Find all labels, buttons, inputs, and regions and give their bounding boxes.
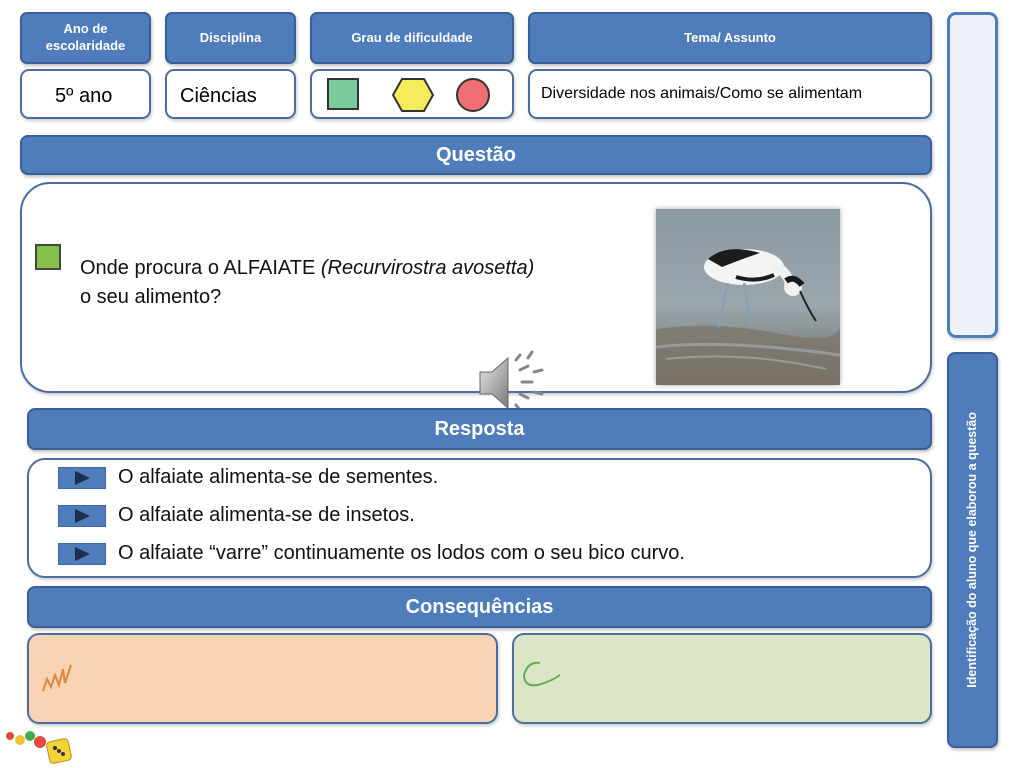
consequences-bar [27, 586, 932, 628]
difficulty-square-icon [327, 78, 359, 110]
play-arrow-icon[interactable] [58, 467, 106, 489]
theme-cell [528, 69, 932, 119]
consequence-wrong-box [27, 633, 498, 724]
header-year-label: Ano de escolaridade [45, 21, 126, 53]
header-year [20, 12, 151, 64]
header-theme [528, 12, 932, 64]
header-subject [165, 12, 296, 64]
answer-option-text: O alfaiate “varre” continuamente os lodos com o seu bico curvo. [118, 542, 685, 564]
question-text-start: Onde procura o ALFAIATE [80, 257, 321, 279]
year-cell [20, 69, 151, 119]
question-text-scientific-name: (Recurvirostra avosetta) [320, 257, 535, 279]
side-top-panel [947, 12, 998, 338]
speaker-icon[interactable] [476, 350, 548, 416]
difficulty-cell [310, 69, 514, 119]
consequence-right-box [512, 633, 932, 724]
answer-bar [27, 408, 932, 450]
question-marker-icon [35, 244, 61, 270]
difficulty-circle-icon [454, 76, 492, 114]
question-bar-label: Questão [435, 143, 517, 166]
header-theme-label: Tema/ Assunto [684, 29, 776, 45]
student-identification-label: Identificação do aluno que elaborou a questão [965, 412, 980, 688]
answer-option-2[interactable] [58, 504, 415, 527]
difficulty-hexagon-icon [391, 77, 435, 113]
scribble-mark-icon [39, 657, 79, 697]
question-bar [20, 135, 932, 175]
consequences-bar-label: Consequências [405, 595, 554, 618]
header-difficulty-label: Grau de dificuldade [351, 29, 473, 45]
subject-value: Ciências [180, 85, 257, 107]
header-difficulty [310, 12, 514, 64]
answer-bar-label: Resposta [434, 417, 525, 440]
play-arrow-icon[interactable] [58, 543, 106, 565]
question-text [80, 254, 620, 312]
answer-option-text: O alfaiate alimenta-se de sementes. [118, 466, 439, 488]
answer-option-text: O alfaiate alimenta-se de insetos. [118, 504, 415, 526]
student-identification-panel [947, 352, 998, 748]
theme-value: Diversidade nos animais/Como se alimentam [541, 85, 863, 102]
header-subject-label: Disciplina [199, 29, 262, 45]
subject-cell [165, 69, 296, 119]
avocet-photo [656, 209, 840, 385]
year-value: 5º ano [55, 85, 113, 107]
answer-option-3[interactable] [58, 542, 685, 565]
play-arrow-icon[interactable] [58, 505, 106, 527]
scribble-check-icon [518, 655, 568, 695]
answer-option-1[interactable] [58, 466, 438, 489]
question-text-end: o seu alimento? [80, 286, 222, 308]
dice-logo-icon [0, 726, 80, 766]
